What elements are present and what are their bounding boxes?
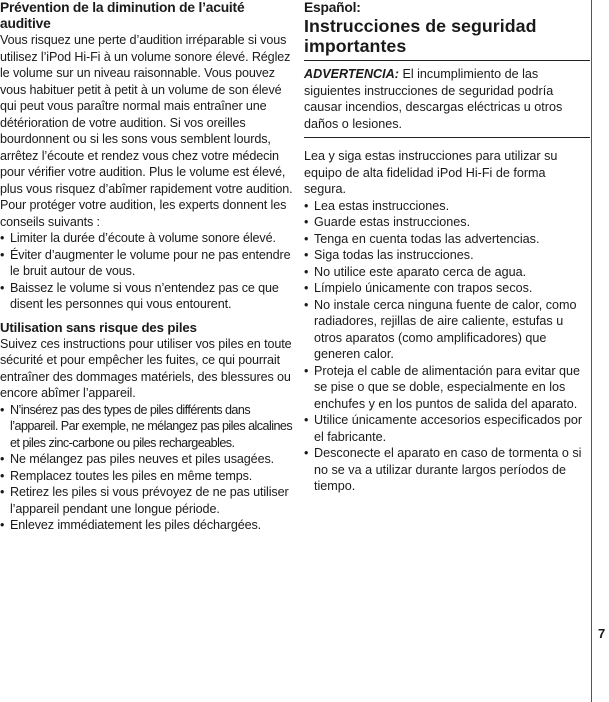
list-item: • Ne mélangez pas piles neuves et piles usagées. — [0, 451, 296, 468]
battery-bullet-list — [0, 402, 296, 534]
list-item: • Limiter la durée d’écoute à volume sonore élevé. — [0, 230, 296, 247]
warning-text: El incumplimiento de las siguientes instrucciones de seguridad podría causar incendios, descargas eléctricas u otros daños o lesiones. — [304, 67, 563, 131]
list-item: • Baissez le volume si vous n’entendez pas ce que disent les personnes qui vous entourent. — [0, 280, 296, 313]
list-item: • Remplacez toutes les piles en même temps. — [0, 468, 296, 485]
spanish-column — [304, 0, 590, 495]
list-item: • Límpielo únicamente con trapos secos. — [304, 280, 590, 297]
warning-box — [304, 60, 590, 138]
language-label: Español: — [304, 0, 361, 15]
list-item: • No utilice este aparato cerca de agua. — [304, 264, 590, 281]
list-item: • Proteja el cable de alimentación para evitar que se pise o que se doble, especialmente en los enchufes y en los puntos de salida del aparato. — [304, 363, 590, 413]
french-column — [0, 0, 296, 534]
list-item: • Tenga en cuenta todas las advertencias. — [304, 231, 590, 248]
list-item: • Éviter d’augmenter le volume pour ne pas entendre le bruit autour de vous. — [0, 247, 296, 280]
margin-rule — [591, 0, 592, 702]
list-item: • No instale cerca ninguna fuente de calor, como radiadores, rejillas de aire caliente, estufas u otros aparatos (como amplificadores) que generen calor. — [304, 297, 590, 363]
list-item: • Retirez les piles si vous prévoyez de ne pas utiliser l’appareil pendant une longue période. — [0, 484, 296, 517]
list-item: • Enlevez immédiatement les piles déchargées. — [0, 517, 296, 534]
hearing-heading: Prévention de la diminution de l’acuité auditive — [0, 0, 245, 31]
page-number: 7 — [598, 626, 606, 641]
page-title: Instrucciones de seguridad importantes — [304, 16, 537, 56]
list-item: • Siga todas las instrucciones. — [304, 247, 590, 264]
battery-heading: Utilisation sans risque des piles — [0, 319, 197, 335]
list-item: • Guarde estas instrucciones. — [304, 214, 590, 231]
warning-label: ADVERTENCIA: — [304, 67, 399, 81]
list-item: • Desconecte el aparato en caso de tormenta o si no se va a utilizar durante largos períodos de tiempo. — [304, 445, 590, 495]
list-item: • N’insérez pas des types de piles différents dans l’appareil. Par exemple, ne mélangez pas piles alcalines et piles zinc-carbone ou piles rechargeables. — [0, 402, 296, 452]
hearing-paragraph: Vous risquez une perte d’audition irréparable si vous utilisez l’iPod Hi-Fi à un volume sonore élevé. Réglez le volume sur un niveau raisonnable. Vous pouvez vous habituer petit à petit à un volume de son élevé qui peut vous paraître normal mais entraîner une détérioration de votre audition. Si vos oreilles bourdonnent ou si les sons vous semblent lourds, arrêtez l’écoute et rendez vous chez votre médecin pour vérifier votre audition. Plus le volume est élevé, plus vous risquez d’abîmer rapidement votre audition. Pour protéger votre audition, les experts donnent les conseils suivants : — [0, 33, 293, 229]
battery-paragraph: Suivez ces instructions pour utiliser vos piles en toute sécurité et pour empêcher les fuites, ce qui pourrait entraîner des dommages matériels, des blessures ou encore abîmer l’appareil. — [0, 336, 292, 400]
list-item: • Utilice únicamente accesorios especificados por el fabricante. — [304, 412, 590, 445]
safety-bullet-list — [304, 198, 590, 495]
intro-paragraph: Lea y siga estas instrucciones para utilizar su equipo de alta fidelidad iPod Hi-Fi de forma segura. — [304, 149, 558, 196]
list-item: • Lea estas instrucciones. — [304, 198, 590, 215]
hearing-bullet-list — [0, 230, 296, 313]
